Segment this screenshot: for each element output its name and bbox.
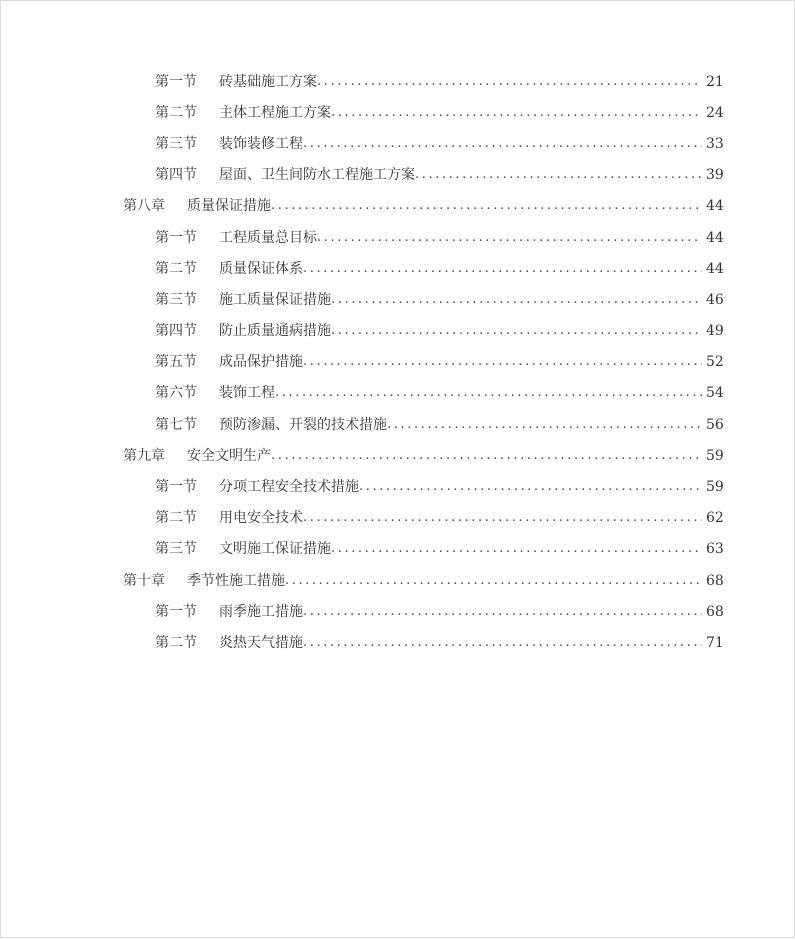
dot-leader [331, 322, 702, 340]
toc-page-number: 44 [706, 260, 724, 277]
toc-entry-label: 第二节 [155, 260, 197, 277]
toc-section-entry[interactable] [1, 534, 795, 565]
toc-entry-text [155, 291, 706, 309]
toc-chapter-entry[interactable] [1, 565, 795, 596]
toc-entry-title: 质量保证措施 [187, 198, 271, 215]
toc-entry-title: 分项工程安全技术措施 [219, 479, 359, 496]
toc-page-number: 44 [706, 198, 724, 215]
toc-entry-label: 第五节 [155, 354, 197, 371]
dot-leader [415, 166, 702, 184]
dot-leader [359, 478, 702, 496]
toc-entry-label: 第三节 [155, 135, 197, 152]
toc-section-entry[interactable] [1, 222, 795, 253]
toc-page-number: 63 [706, 541, 724, 558]
toc-entry-title: 屋面、卫生间防水工程施工方案 [219, 167, 415, 184]
toc-section-entry[interactable] [1, 627, 795, 658]
toc-section-entry[interactable] [1, 316, 795, 347]
toc-page-number: 52 [706, 354, 724, 371]
toc-entry-label: 第六节 [155, 385, 197, 402]
toc-entry-label: 第一节 [155, 603, 197, 620]
toc-entry-text [155, 260, 706, 278]
toc-section-entry[interactable] [1, 97, 795, 128]
toc-page-number: 68 [706, 572, 724, 589]
toc-entry-title: 砖基础施工方案 [219, 73, 317, 90]
toc-section-entry[interactable] [1, 409, 795, 440]
toc-section-entry[interactable] [1, 284, 795, 315]
toc-page-number: 49 [706, 323, 724, 340]
dot-leader [303, 509, 702, 527]
toc-entry-text [155, 384, 706, 402]
toc-section-entry[interactable] [1, 66, 795, 97]
toc-entry-label: 第四节 [155, 323, 197, 340]
toc-entry-text [155, 73, 706, 91]
dot-leader [271, 197, 702, 215]
toc-entry-text [155, 540, 706, 558]
toc-page-number: 56 [706, 416, 724, 433]
toc-page-number: 39 [706, 167, 724, 184]
toc-entry-text [155, 135, 706, 153]
toc-entry-title: 主体工程施工方案 [219, 104, 331, 121]
toc-page-number: 33 [706, 135, 724, 152]
toc-section-entry[interactable] [1, 471, 795, 502]
toc-entry-title: 季节性施工措施 [187, 572, 285, 589]
toc-chapter-entry[interactable] [1, 191, 795, 222]
toc-entry-label: 第七节 [155, 416, 197, 433]
toc-entry-text [155, 104, 706, 122]
toc-entry-title: 雨季施工措施 [219, 603, 303, 620]
toc-entry-label: 第一节 [155, 229, 197, 246]
toc-section-entry[interactable] [1, 253, 795, 284]
toc-entry-text [123, 197, 706, 215]
dot-leader [285, 572, 702, 590]
toc-entry-title: 预防渗漏、开裂的技术措施 [219, 416, 387, 433]
toc-entry-label: 第九章 [123, 447, 165, 464]
toc-entry-text [155, 322, 706, 340]
dot-leader [317, 73, 702, 91]
toc-page-number: 59 [706, 479, 724, 496]
dot-leader [303, 135, 702, 153]
toc-entry-text [155, 478, 706, 496]
dot-leader [275, 384, 702, 402]
dot-leader [317, 229, 702, 247]
toc-entry-label: 第三节 [155, 291, 197, 308]
toc-page-number: 46 [706, 291, 724, 308]
toc-entry-label: 第一节 [155, 73, 197, 90]
dot-leader [303, 634, 702, 652]
toc-entry-label: 第二节 [155, 104, 197, 121]
dot-leader [303, 260, 702, 278]
toc-entry-text [155, 509, 706, 527]
toc-entry-text [155, 634, 706, 652]
toc-entry-title: 炎热天气措施 [219, 634, 303, 651]
toc-page-number: 71 [706, 634, 724, 651]
dot-leader [303, 603, 702, 621]
toc-page-number: 62 [706, 510, 724, 527]
toc-entry-title: 用电安全技术 [219, 510, 303, 527]
dot-leader [387, 416, 702, 434]
toc-entry-label: 第四节 [155, 167, 197, 184]
toc-chapter-entry[interactable] [1, 440, 795, 471]
toc-entry-text [155, 229, 706, 247]
toc-section-entry[interactable] [1, 347, 795, 378]
toc-page-number: 54 [706, 385, 724, 402]
toc-entry-title: 成品保护措施 [219, 354, 303, 371]
toc-entry-title: 施工质量保证措施 [219, 291, 331, 308]
toc-section-entry[interactable] [1, 596, 795, 627]
toc-page-number: 44 [706, 229, 724, 246]
toc-entry-title: 工程质量总目标 [219, 229, 317, 246]
toc-entry-title: 装饰装修工程 [219, 135, 303, 152]
toc-entry-label: 第二节 [155, 510, 197, 527]
toc-entry-label: 第八章 [123, 198, 165, 215]
toc-entry-title: 装饰工程 [219, 385, 275, 402]
table-of-contents [1, 66, 795, 659]
toc-entry-title: 防止质量通病措施 [219, 323, 331, 340]
toc-section-entry[interactable] [1, 160, 795, 191]
toc-page-number: 21 [706, 73, 724, 90]
toc-entry-text [155, 353, 706, 371]
toc-section-entry[interactable] [1, 128, 795, 159]
toc-entry-title: 安全文明生产 [187, 447, 271, 464]
toc-entry-text [155, 416, 706, 434]
toc-entry-label: 第三节 [155, 541, 197, 558]
toc-entry-text [123, 572, 706, 590]
toc-page-number: 68 [706, 603, 724, 620]
toc-section-entry[interactable] [1, 503, 795, 534]
toc-entry-text [155, 166, 706, 184]
toc-entry-text [155, 603, 706, 621]
toc-section-entry[interactable] [1, 378, 795, 409]
toc-entry-label: 第十章 [123, 572, 165, 589]
dot-leader [331, 540, 702, 558]
toc-entry-title: 文明施工保证措施 [219, 541, 331, 558]
dot-leader [303, 353, 702, 371]
toc-page-number: 59 [706, 447, 724, 464]
toc-page-number: 24 [706, 104, 724, 121]
toc-entry-title: 质量保证体系 [219, 260, 303, 277]
dot-leader [331, 104, 702, 122]
toc-entry-label: 第一节 [155, 479, 197, 496]
toc-entry-text [123, 447, 706, 465]
toc-entry-label: 第二节 [155, 634, 197, 651]
dot-leader [271, 447, 702, 465]
dot-leader [331, 291, 702, 309]
